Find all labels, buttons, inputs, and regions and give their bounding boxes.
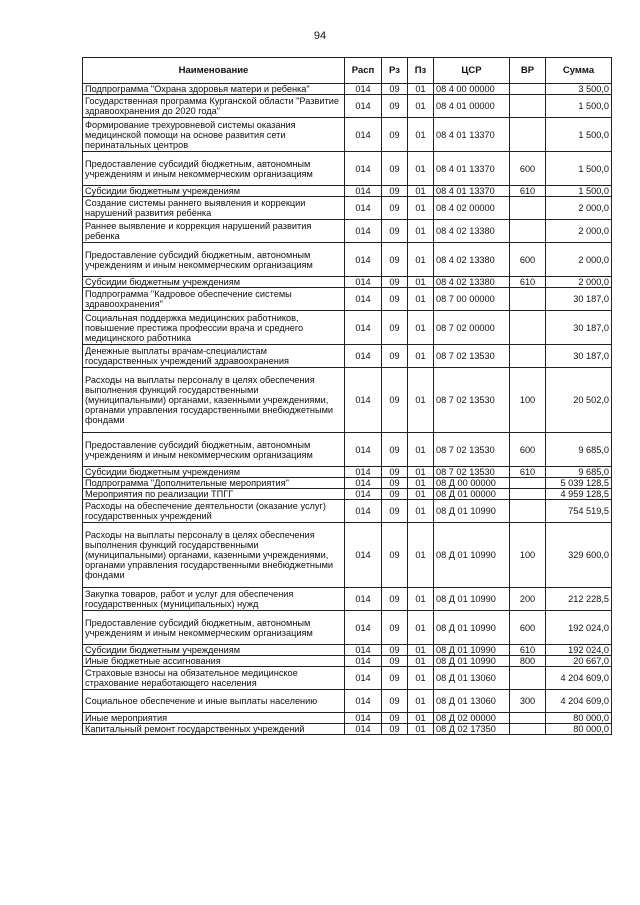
header-sum: Сумма: [546, 58, 612, 84]
row-vr: [510, 489, 546, 500]
row-name: Расходы на выплаты персоналу в целях обеспечения выполнения функций государственными (муниципальными) органами, казенными учреждениями, органами управления государственными внебюджетными фондами: [83, 368, 345, 433]
row-name: Расходы на выплаты персоналу в целях обеспечения выполнения функций государственными (муниципальными) органами, казенными учреждениями, органами управления государственными внебюджетными фондами: [83, 523, 345, 588]
row-csr: 08 4 00 00000: [434, 84, 510, 95]
row-pz: 01: [408, 277, 434, 288]
row-rasp: 014: [345, 656, 382, 667]
row-rz: 09: [382, 467, 408, 478]
row-vr: 610: [510, 467, 546, 478]
row-vr: 600: [510, 243, 546, 277]
row-sum: 30 187,0: [546, 288, 612, 311]
row-name: Формирование трехуровневой системы оказания медицинской помощи на основе развития сети перинатальных центров: [83, 118, 345, 152]
row-sum: 5 039 128,5: [546, 478, 612, 489]
row-rz: 09: [382, 345, 408, 368]
row-sum: 30 187,0: [546, 311, 612, 345]
row-csr: 08 4 02 13380: [434, 220, 510, 243]
row-pz: 01: [408, 656, 434, 667]
row-name: Иные бюджетные ассигнования: [83, 656, 345, 667]
row-pz: 01: [408, 243, 434, 277]
page-number: 94: [313, 30, 327, 42]
row-vr: [510, 500, 546, 523]
row-sum: 20 502,0: [546, 368, 612, 433]
row-pz: 01: [408, 467, 434, 478]
row-csr: 08 7 02 13530: [434, 368, 510, 433]
row-sum: 2 000,0: [546, 277, 612, 288]
row-sum: 2 000,0: [546, 197, 612, 220]
row-rz: 09: [382, 152, 408, 186]
row-sum: 2 000,0: [546, 220, 612, 243]
row-vr: [510, 345, 546, 368]
header-pz: Пз: [408, 58, 434, 84]
row-csr: 08 4 02 13380: [434, 277, 510, 288]
row-csr: 08 4 01 13370: [434, 152, 510, 186]
row-pz: 01: [408, 186, 434, 197]
row-rasp: 014: [345, 645, 382, 656]
row-pz: 01: [408, 523, 434, 588]
row-csr: 08 Д 01 13060: [434, 667, 510, 690]
row-csr: 08 Д 01 10990: [434, 523, 510, 588]
row-csr: 08 Д 01 10990: [434, 645, 510, 656]
row-rasp: 014: [345, 311, 382, 345]
row-pz: 01: [408, 611, 434, 645]
row-rz: 09: [382, 197, 408, 220]
row-sum: 1 500,0: [546, 95, 612, 118]
row-rasp: 014: [345, 500, 382, 523]
row-vr: 300: [510, 690, 546, 713]
row-vr: 610: [510, 645, 546, 656]
row-csr: 08 Д 01 00000: [434, 489, 510, 500]
table-row: [83, 95, 612, 118]
row-rasp: 014: [345, 277, 382, 288]
table-row: [83, 118, 612, 152]
table-row: [83, 345, 612, 368]
row-sum: 80 000,0: [546, 724, 612, 735]
table-row: [83, 288, 612, 311]
row-pz: 01: [408, 118, 434, 152]
row-pz: 01: [408, 724, 434, 735]
row-vr: 200: [510, 588, 546, 611]
row-rasp: 014: [345, 197, 382, 220]
row-rz: 09: [382, 277, 408, 288]
row-pz: 01: [408, 368, 434, 433]
row-pz: 01: [408, 478, 434, 489]
row-vr: [510, 724, 546, 735]
row-rasp: 014: [345, 433, 382, 467]
row-rasp: 014: [345, 713, 382, 724]
row-vr: [510, 478, 546, 489]
table-row: [83, 467, 612, 478]
row-sum: 1 500,0: [546, 186, 612, 197]
table-row: [83, 489, 612, 500]
row-csr: 08 7 02 00000: [434, 311, 510, 345]
row-csr: 08 Д 01 10990: [434, 656, 510, 667]
row-sum: 192 024,0: [546, 645, 612, 656]
row-csr: 08 7 00 00000: [434, 288, 510, 311]
row-rasp: 014: [345, 186, 382, 197]
table-row: [83, 523, 612, 588]
row-csr: 08 Д 02 17350: [434, 724, 510, 735]
row-name: Социальная поддержка медицинских работников, повышение престижа профессии врача и среднего медицинского работника: [83, 311, 345, 345]
header-rz: Рз: [382, 58, 408, 84]
row-name: Раннее выявление и коррекция нарушений развития ребенка: [83, 220, 345, 243]
row-rz: 09: [382, 523, 408, 588]
row-rz: 09: [382, 713, 408, 724]
row-rz: 09: [382, 656, 408, 667]
row-sum: 192 024,0: [546, 611, 612, 645]
table-row: [83, 433, 612, 467]
row-csr: 08 4 01 13370: [434, 118, 510, 152]
row-rasp: 014: [345, 152, 382, 186]
row-rasp: 014: [345, 667, 382, 690]
row-sum: 9 685,0: [546, 433, 612, 467]
table-row: [83, 713, 612, 724]
table-row: [83, 611, 612, 645]
row-name: Субсидии бюджетным учреждениям: [83, 645, 345, 656]
row-csr: 08 7 02 13530: [434, 345, 510, 368]
row-rasp: 014: [345, 243, 382, 277]
row-name: Закупка товаров, работ и услуг для обеспечения государственных (муниципальных) нужд: [83, 588, 345, 611]
row-pz: 01: [408, 152, 434, 186]
row-csr: 08 Д 01 10990: [434, 611, 510, 645]
row-rasp: 014: [345, 611, 382, 645]
row-vr: 600: [510, 611, 546, 645]
row-csr: 08 Д 01 10990: [434, 588, 510, 611]
row-rz: 09: [382, 118, 408, 152]
row-rz: 09: [382, 611, 408, 645]
row-vr: 600: [510, 433, 546, 467]
table-row: [83, 588, 612, 611]
row-sum: 4 959 128,5: [546, 489, 612, 500]
row-name: Предоставление субсидий бюджетным, автономным учреждениям и иным некоммерческим организациям: [83, 243, 345, 277]
table-row: [83, 197, 612, 220]
row-vr: 100: [510, 523, 546, 588]
row-rasp: 014: [345, 345, 382, 368]
row-rz: 09: [382, 690, 408, 713]
row-pz: 01: [408, 197, 434, 220]
row-name: Подпрограмма "Кадровое обеспечение системы здравоохранения": [83, 288, 345, 311]
row-name: Денежные выплаты врачам-специалистам государственных учреждений здравоохранения: [83, 345, 345, 368]
table-row: [83, 152, 612, 186]
row-vr: [510, 84, 546, 95]
row-vr: [510, 197, 546, 220]
row-rasp: 014: [345, 724, 382, 735]
row-vr: [510, 95, 546, 118]
row-name: Подпрограмма "Дополнительные мероприятия": [83, 478, 345, 489]
row-rasp: 014: [345, 478, 382, 489]
table-row: [83, 186, 612, 197]
row-vr: 800: [510, 656, 546, 667]
row-rz: 09: [382, 220, 408, 243]
row-sum: 212 228,5: [546, 588, 612, 611]
row-name: Субсидии бюджетным учреждениям: [83, 277, 345, 288]
row-name: Мероприятия по реализации ТПГГ: [83, 489, 345, 500]
table-row: [83, 724, 612, 735]
row-name: Предоставление субсидий бюджетным, автономным учреждениям и иным некоммерческим организациям: [83, 611, 345, 645]
row-name: Субсидии бюджетным учреждениям: [83, 467, 345, 478]
row-rz: 09: [382, 478, 408, 489]
row-pz: 01: [408, 489, 434, 500]
budget-table: [82, 57, 612, 735]
table-row: [83, 243, 612, 277]
table-row: [83, 277, 612, 288]
row-vr: 610: [510, 277, 546, 288]
row-name: Предоставление субсидий бюджетным, автономным учреждениям и иным некоммерческим организациям: [83, 433, 345, 467]
row-sum: 30 187,0: [546, 345, 612, 368]
row-name: Страховые взносы на обязательное медицинское страхование неработающего населения: [83, 667, 345, 690]
header-name: Наименование: [83, 58, 345, 84]
row-vr: 600: [510, 152, 546, 186]
row-pz: 01: [408, 690, 434, 713]
row-rz: 09: [382, 667, 408, 690]
row-rasp: 014: [345, 288, 382, 311]
row-pz: 01: [408, 95, 434, 118]
table-row: [83, 500, 612, 523]
row-pz: 01: [408, 345, 434, 368]
table-row: [83, 645, 612, 656]
row-rz: 09: [382, 489, 408, 500]
row-vr: 100: [510, 368, 546, 433]
row-rasp: 014: [345, 489, 382, 500]
table-body: [83, 84, 612, 735]
row-rz: 09: [382, 95, 408, 118]
row-rasp: 014: [345, 368, 382, 433]
row-pz: 01: [408, 220, 434, 243]
row-sum: 3 500,0: [546, 84, 612, 95]
row-rasp: 014: [345, 118, 382, 152]
row-rz: 09: [382, 588, 408, 611]
row-rz: 09: [382, 500, 408, 523]
row-name: Подпрограмма "Охрана здоровья матери и ребенка": [83, 84, 345, 95]
header-vr: ВР: [510, 58, 546, 84]
row-rz: 09: [382, 724, 408, 735]
row-pz: 01: [408, 713, 434, 724]
row-rasp: 014: [345, 95, 382, 118]
row-name: Субсидии бюджетным учреждениям: [83, 186, 345, 197]
row-sum: 9 685,0: [546, 467, 612, 478]
table-row: [83, 690, 612, 713]
row-pz: 01: [408, 645, 434, 656]
row-rz: 09: [382, 645, 408, 656]
row-rasp: 014: [345, 690, 382, 713]
row-pz: 01: [408, 433, 434, 467]
row-rz: 09: [382, 311, 408, 345]
row-pz: 01: [408, 500, 434, 523]
row-vr: [510, 667, 546, 690]
row-name: Государственная программа Курганской области "Развитие здравоохранения до 2020 года": [83, 95, 345, 118]
row-rz: 09: [382, 368, 408, 433]
row-vr: [510, 288, 546, 311]
table-row: [83, 84, 612, 95]
row-rasp: 014: [345, 467, 382, 478]
row-name: Капитальный ремонт государственных учреждений: [83, 724, 345, 735]
table-header-row: [83, 58, 612, 84]
row-vr: [510, 220, 546, 243]
row-name: Социальное обеспечение и иные выплаты населению: [83, 690, 345, 713]
header-csr: ЦСР: [434, 58, 510, 84]
row-pz: 01: [408, 288, 434, 311]
row-sum: 2 000,0: [546, 243, 612, 277]
table-row: [83, 667, 612, 690]
row-rz: 09: [382, 186, 408, 197]
row-pz: 01: [408, 667, 434, 690]
row-csr: 08 4 02 00000: [434, 197, 510, 220]
row-rasp: 014: [345, 84, 382, 95]
table-row: [83, 478, 612, 489]
row-rasp: 014: [345, 220, 382, 243]
table-row: [83, 368, 612, 433]
row-name: Иные мероприятия: [83, 713, 345, 724]
row-csr: 08 Д 01 13060: [434, 690, 510, 713]
row-pz: 01: [408, 84, 434, 95]
row-vr: [510, 118, 546, 152]
row-csr: 08 4 02 13380: [434, 243, 510, 277]
row-csr: 08 7 02 13530: [434, 467, 510, 478]
table-row: [83, 656, 612, 667]
table-row: [83, 311, 612, 345]
row-vr: [510, 311, 546, 345]
row-sum: 20 667,0: [546, 656, 612, 667]
row-rz: 09: [382, 288, 408, 311]
row-sum: 4 204 609,0: [546, 667, 612, 690]
row-sum: 754 519,5: [546, 500, 612, 523]
row-rz: 09: [382, 433, 408, 467]
row-csr: 08 Д 00 00000: [434, 478, 510, 489]
row-csr: 08 4 01 00000: [434, 95, 510, 118]
row-name: Расходы на обеспечение деятельности (оказание услуг) государственных учреждений: [83, 500, 345, 523]
row-vr: [510, 713, 546, 724]
row-rasp: 014: [345, 523, 382, 588]
row-rasp: 014: [345, 588, 382, 611]
row-sum: 80 000,0: [546, 713, 612, 724]
row-sum: 1 500,0: [546, 152, 612, 186]
row-pz: 01: [408, 588, 434, 611]
row-sum: 1 500,0: [546, 118, 612, 152]
header-rasp: Расп: [345, 58, 382, 84]
row-sum: 4 204 609,0: [546, 690, 612, 713]
row-name: Создание системы раннего выявления и коррекции нарушений развития ребёнка: [83, 197, 345, 220]
row-rz: 09: [382, 84, 408, 95]
row-pz: 01: [408, 311, 434, 345]
table-row: [83, 220, 612, 243]
row-name: Предоставление субсидий бюджетным, автономным учреждениям и иным некоммерческим организациям: [83, 152, 345, 186]
row-csr: 08 7 02 13530: [434, 433, 510, 467]
row-csr: 08 Д 02 00000: [434, 713, 510, 724]
row-rz: 09: [382, 243, 408, 277]
row-sum: 329 600,0: [546, 523, 612, 588]
row-csr: 08 Д 01 10990: [434, 500, 510, 523]
row-csr: 08 4 01 13370: [434, 186, 510, 197]
row-vr: 610: [510, 186, 546, 197]
